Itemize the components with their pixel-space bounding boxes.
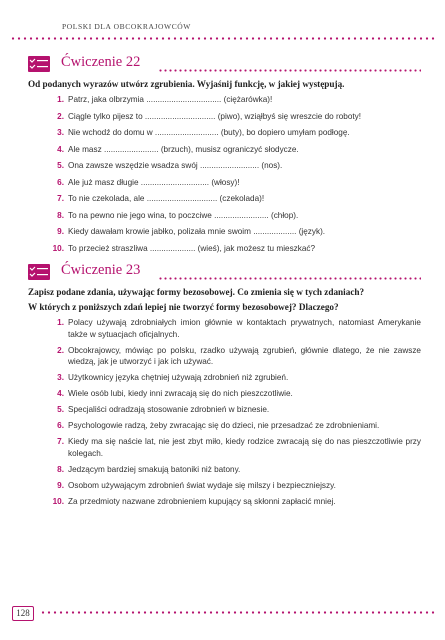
list-item: 8. To na pewno nie jego wina, to poczciwe ........................ (chłop). [57, 210, 299, 220]
exercise-22-header [28, 54, 421, 76]
exercise-23-dotted-rule [158, 277, 421, 280]
list-item: 3. Nie wchodź do domu w ............................ (buty), bo dopiero umyłam podłogę. [57, 128, 350, 137]
list-item: 8. Jedzącym bardziej smakują batoniki niż batony. [57, 464, 241, 474]
exercise-23-instruction-2: W których z poniższych zdań lepiej nie tworzyć formy bezosobowej? Dlaczego? [28, 302, 339, 312]
list-item: 5. Specjaliści odradzają stosowanie zdrobnień w biznesie. [57, 405, 270, 414]
exercise-23-instruction-1: Zapisz podane zdania, używając formy bezosobowej. Co zmienia się w tych zdaniach? [28, 287, 365, 297]
exercise-22-title: Ćwiczenie 22 [61, 54, 141, 70]
list-item: 1. Patrz, jaka olbrzymia ................................. (ciężarówka)! [57, 95, 273, 104]
list-item: 7. Kiedy ma się naście lat, nie jest zbyt miło, kiedy rodzice zwracają się do nas pieszczotliwie przy kolegach. [57, 437, 421, 458]
exercise-23-items [28, 317, 421, 507]
list-item: 4. Ale masz ........................ (brzuch), musisz ograniczyć słodycze. [57, 144, 299, 154]
list-item: 9. Kiedy dawałam krowie jabłko, polizała mnie swoim ................... (język). [57, 227, 326, 236]
exercise-23 [28, 262, 421, 512]
list-item: 1. Polacy używają zdrobniałych imion głównie w kontaktach prywatnych, natomiast Amerykanie także w sytuacjach oficjalnych. [57, 318, 421, 339]
list-item: 2. Obcokrajowcy, mówiąc po polsku, rzadko używają zgrubień, głównie dlatego, że nie zawsze wiedzą, jak je utworzyć i jak ich używać. [57, 345, 421, 366]
exercise-22 [28, 54, 421, 259]
list-item: 9. Osobom używającym zdrobnień świat wydaje się milszy i bezpieczniejszy. [57, 480, 336, 490]
list-item: 2. Ciągle tylko pijesz to ............................... (piwo), wziąłbyś się wreszcie do roboty! [57, 111, 362, 121]
page-number: 128 [12, 606, 34, 621]
list-item: 10. To przecież straszliwa .................... (wieś), jak możesz tu mieszkać? [52, 243, 316, 253]
exercise-23-title: Ćwiczenie 23 [61, 262, 141, 278]
exercise-22-instruction: Od podanych wyrazów utwórz zgrubienia. Wyjaśnij funkcję, w jakiej występują. [28, 79, 345, 89]
bottom-dotted-rule [40, 611, 435, 614]
list-item: 3. Użytkownicy języka chętniej używają zdrobnień niż zgrubień. [57, 373, 289, 382]
running-head: POLSKI DLA OBCOKRAJOWCÓW [62, 22, 191, 31]
exercise-22-dotted-rule [158, 69, 421, 72]
exercise-23-header [28, 262, 421, 284]
list-item: 10. Za przedmioty nazwane zdrobnieniem kupujący są skłonni zapłacić mniej. [52, 496, 336, 506]
list-item: 4. Wiele osób lubi, kiedy inni zwracają się do nich pieszczotliwie. [57, 389, 293, 398]
list-item: 7. To nie czekolada, ale ............................... (czekolada)! [57, 194, 265, 203]
exercise-22-items [28, 94, 421, 254]
list-item: 5. Ona zawsze wszędzie wsadza swój .......................... (nos). [57, 161, 283, 170]
top-dotted-rule [10, 37, 435, 40]
list-item: 6. Psychologowie radzą, żeby zwracając się do dzieci, nie przesadzać ze zdrobnieniami. [57, 421, 380, 430]
checklist-icon [28, 264, 50, 280]
checklist-icon [28, 56, 50, 72]
list-item: 6. Ale już masz długie .............................. (włosy)! [57, 177, 240, 187]
